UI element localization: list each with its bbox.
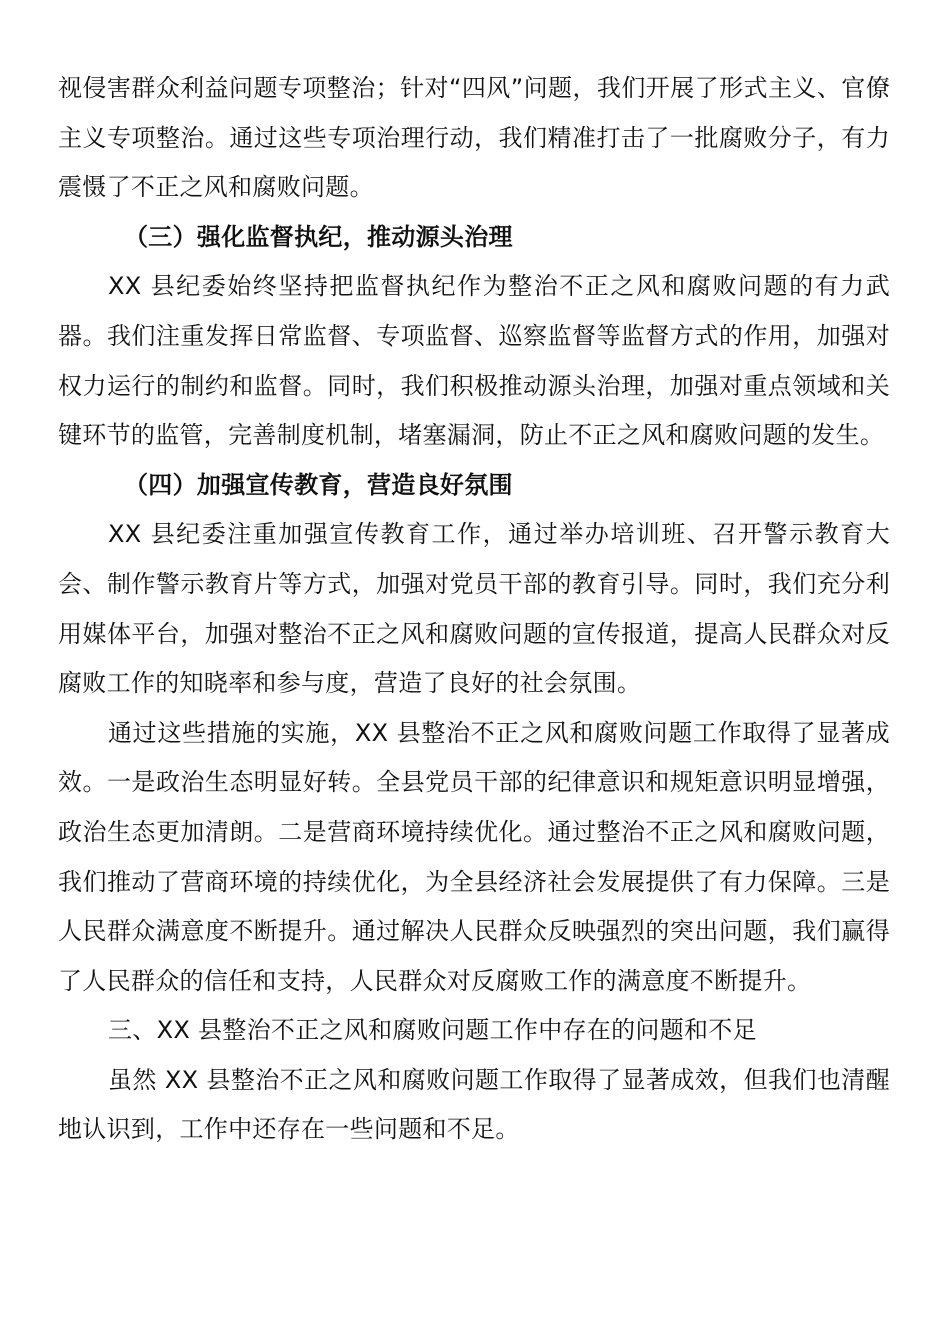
paragraph-continuation: 视侵害群众利益问题专项整治；针对“四风”问题，我们开展了形式主义、官僚主义专项整治。通过这些专项治理行动，我们精准打击了一批腐败分子，有力震慑了不正之风和腐败问题。 bbox=[58, 74, 890, 202]
section-heading-three: 三、XX 县整治不正之风和腐败问题工作中存在的问题和不足 bbox=[108, 1016, 757, 1045]
subheading-three: （三）强化监督执纪，推动源头治理 bbox=[124, 222, 513, 251]
paragraph-problems-intro: 虽然 XX 县整治不正之风和腐败问题工作取得了显著成效，但我们也清醒地认识到，工作中还存在一些问题和不足。 bbox=[58, 1065, 890, 1144]
document-body bbox=[58, 64, 890, 1155]
subheading-four: （四）加强宣传教育，营造良好氛围 bbox=[124, 470, 513, 499]
paragraph-education: XX 县纪委注重加强宣传教育工作，通过举办培训班、召开警示教育大会、制作警示教育片等方式，加强对党员干部的教育引导。同时，我们充分利用媒体平台，加强对整治不正之风和腐败问题的宣传报道，提高人民群众对反腐败工作的知晓率和参与度，营造了良好的社会氛围。 bbox=[58, 520, 890, 698]
paragraph-results: 通过这些措施的实施，XX 县整治不正之风和腐败问题工作取得了显著成效。一是政治生态明显好转。全县党员干部的纪律意识和规矩意识明显增强，政治生态更加清朗。二是营商环境持续优化。通过整治不正之风和腐败问题，我们推动了营商环境的持续优化，为全县经济社会发展提供了有力保障。三是人民群众满意度不断提升。通过解决人民群众反映强烈的突出问题，我们赢得了人民群众的信任和支持，人民群众对反腐败工作的满意度不断提升。 bbox=[58, 718, 890, 995]
paragraph-supervision: XX 县纪委始终坚持把监督执纪作为整治不正之风和腐败问题的有力武器。我们注重发挥日常监督、专项监督、巡察监督等监督方式的作用，加强对权力运行的制约和监督。同时，我们积极推动源头治理，加强对重点领域和关键环节的监管，完善制度机制，堵塞漏洞，防止不正之风和腐败问题的发生。 bbox=[58, 272, 890, 450]
